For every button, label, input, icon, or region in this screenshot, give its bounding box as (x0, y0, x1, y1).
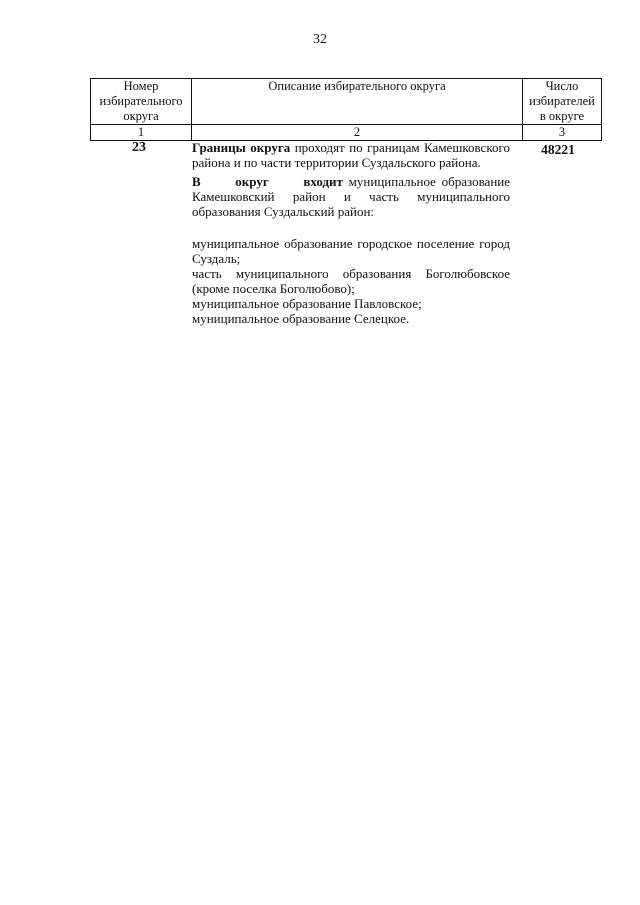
page-number: 32 (313, 32, 327, 47)
boundary-paragraph (192, 140, 510, 170)
includes-text: муниципальное образование Камешковский район и часть муниципального образования Суздальский район: (192, 174, 511, 219)
header-col1-line3: округа (123, 109, 159, 123)
district-number: 23 (132, 140, 146, 155)
list-item-4: муниципальное образование Селецкое. (192, 311, 410, 326)
includes-label-3: входит (303, 174, 343, 189)
includes-label-2: округ (235, 174, 269, 189)
header-row (91, 79, 602, 125)
header-col1-line1: Номер (123, 79, 159, 93)
header-district-description: Описание избирательного округа (192, 79, 523, 125)
boundary-text: проходят по границам Камешковского района и по части территории Суздальского района. (192, 140, 510, 170)
voter-count: 48221 (541, 142, 575, 157)
column-number-3: 3 (523, 125, 602, 141)
header-col3-line2: избирателей (529, 94, 595, 108)
list-item-1: муниципальное образование городское поселение город Суздаль; (192, 236, 510, 266)
column-number-2: 2 (192, 125, 523, 141)
header-col3-line1: Число (545, 79, 579, 93)
district-description (192, 140, 510, 326)
header-voter-count (523, 79, 602, 125)
district-table-header (90, 78, 602, 141)
column-number-1: 1 (91, 125, 192, 141)
boundary-label: Границы округа (192, 140, 291, 155)
includes-paragraph (192, 174, 510, 219)
header-col1-line2: избирательного (99, 94, 183, 108)
includes-label-1: В (192, 174, 201, 189)
header-district-number (91, 79, 192, 125)
column-number-row (91, 125, 602, 141)
list-item-2: часть муниципального образования Боголюбовское (кроме поселка Боголюбово); (192, 266, 510, 296)
header-col3-line3: в округе (539, 109, 585, 123)
list-item-3: муниципальное образование Павловское; (192, 296, 422, 311)
